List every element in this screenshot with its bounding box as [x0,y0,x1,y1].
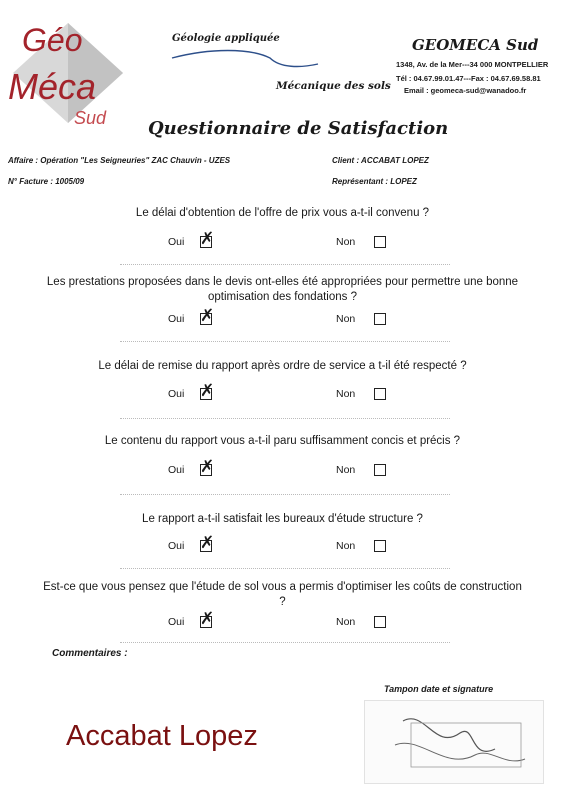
question-1: Le délai d'obtention de l'offre de prix vous a-t-il convenu ? [135,207,430,219]
question-3: Le délai de remise du rapport après ordre de service a t-il été respecté ? [98,360,467,372]
question-4: Le contenu du rapport vous a-t-il paru suffisamment concis et précis ? [104,435,461,447]
company-logo [0,8,140,128]
q1-yes-label: Oui [168,236,185,248]
q2-no-label: Non [336,313,356,325]
q3-no-label: Non [336,388,356,400]
logo-meca: Méca [8,66,97,107]
q4-yes-label: Oui [168,464,185,476]
logo-geo: Géo [22,22,83,58]
q1-no-label: Non [336,236,356,248]
q4-no-checkbox[interactable] [374,464,386,476]
q1-check-mark: ✗ [200,229,215,248]
q1-no-checkbox[interactable] [374,236,386,248]
separator [120,568,450,569]
q6-yes-label: Oui [168,616,185,628]
question-2: Les prestations proposées dans le devis ont-elles été appropriées pour permettre une bonne optimisation des fondations ? [46,276,519,303]
company-phone: Tél : 04.67.99.01.47---Fax : 04.67.69.58.81 [396,74,541,83]
q5-yes-label: Oui [168,540,185,552]
q3-no-checkbox[interactable] [374,388,386,400]
separator [120,418,450,419]
stamp-label: Tampon date et signature [384,684,494,694]
q2-check-mark: ✗ [200,306,215,325]
q3-check-mark: ✗ [200,381,215,400]
header-swoosh [170,44,320,74]
stamp-image [365,701,543,783]
q5-no-checkbox[interactable] [374,540,386,552]
q2-yes-label: Oui [168,313,185,325]
comments-label: Commentaires : [52,648,128,659]
company-email: Email : geomeca-sud@wanadoo.fr [404,86,527,95]
q4-check-mark: ✗ [200,457,215,476]
q5-no-label: Non [336,540,356,552]
separator [120,494,450,495]
q3-yes-label: Oui [168,388,185,400]
facture-label: N° Facture : 1005/09 [8,177,85,186]
q5-check-mark: ✗ [200,533,215,552]
client-label: Client : ACCABAT LOPEZ [332,156,429,165]
header-mecanique: Mécanique des sols [276,80,391,92]
separator [120,642,450,643]
separator [120,341,450,342]
representant-label: Représentant : LOPEZ [332,177,417,186]
stamp-area [364,700,544,784]
company-name: GEOMECA Sud [412,36,539,54]
affaire-label: Affaire : Opération "Les Seigneuries" ZAC Chauvin - UZES [8,156,231,165]
q6-check-mark: ✗ [200,609,215,628]
question-5: Le rapport a-t-il satisfait les bureaux d'étude structure ? [142,513,423,525]
separator [120,264,450,265]
q6-no-label: Non [336,616,356,628]
q2-no-checkbox[interactable] [374,313,386,325]
page-title: Questionnaire de Satisfaction [148,118,449,139]
logo-sud: Sud [74,108,107,128]
question-6: Est-ce que vous pensez que l'étude de sol vous a permis d'optimiser les coûts de construction ? [43,581,522,608]
q4-no-label: Non [336,464,356,476]
q6-no-checkbox[interactable] [374,616,386,628]
company-address: 1348, Av. de la Mer---34 000 MONTPELLIER [396,60,549,69]
signature-name: Accabat Lopez [66,720,258,752]
header-geologie: Géologie appliquée [172,33,280,44]
